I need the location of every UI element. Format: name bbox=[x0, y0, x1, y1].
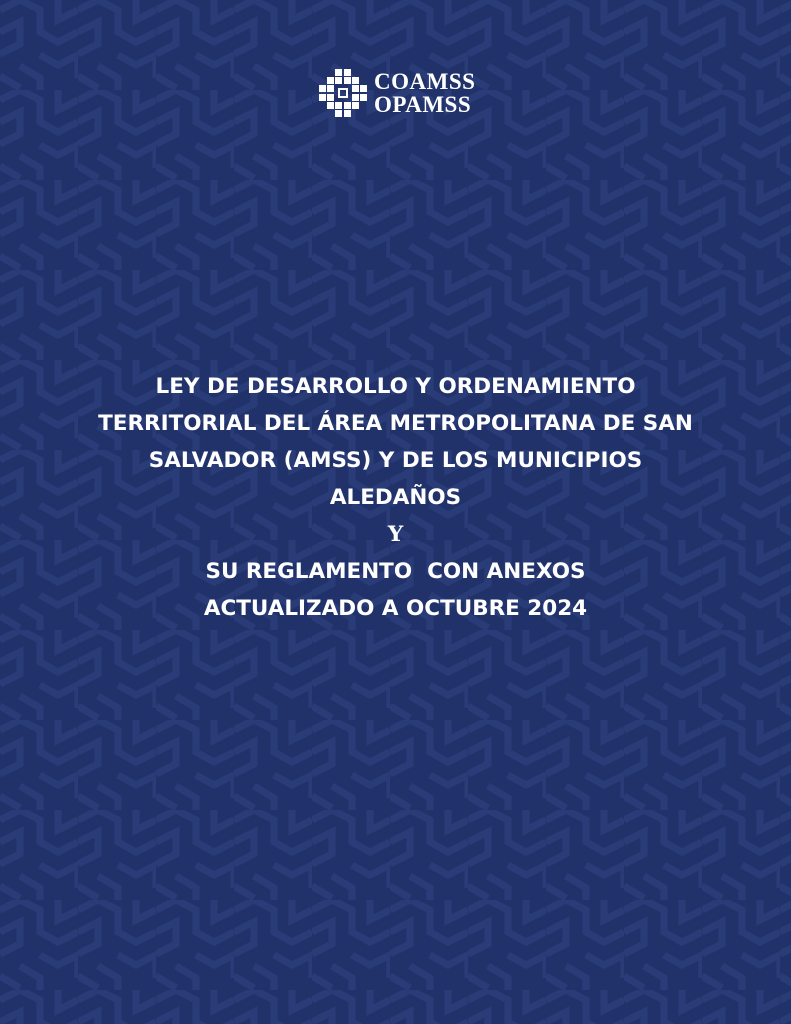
document-title bbox=[40, 368, 751, 627]
subtitle-line-2: ACTUALIZADO A OCTUBRE 2024 bbox=[203, 596, 588, 621]
subtitle-line-1: SU REGLAMENTO CON ANEXOS bbox=[205, 559, 586, 584]
title-line-4: ALEDAÑOS bbox=[329, 485, 462, 510]
logo-wordmark bbox=[374, 70, 475, 116]
title-line-2: TERRITORIAL DEL ÁREA METROPOLITANA DE SAN bbox=[98, 411, 693, 436]
title-line-3: SALVADOR (AMSS) Y DE LOS MUNICIPIOS bbox=[148, 448, 643, 473]
title-line-1: LEY DE DESARROLLO Y ORDENAMIENTO bbox=[155, 374, 636, 399]
logo-text-coamss: COAMSS bbox=[374, 69, 476, 94]
logo-text-opamss: OPAMSS bbox=[374, 92, 472, 117]
coamss-opamss-logo-icon bbox=[318, 68, 368, 118]
organization-logo bbox=[318, 66, 475, 120]
title-connector: Y bbox=[387, 522, 404, 547]
